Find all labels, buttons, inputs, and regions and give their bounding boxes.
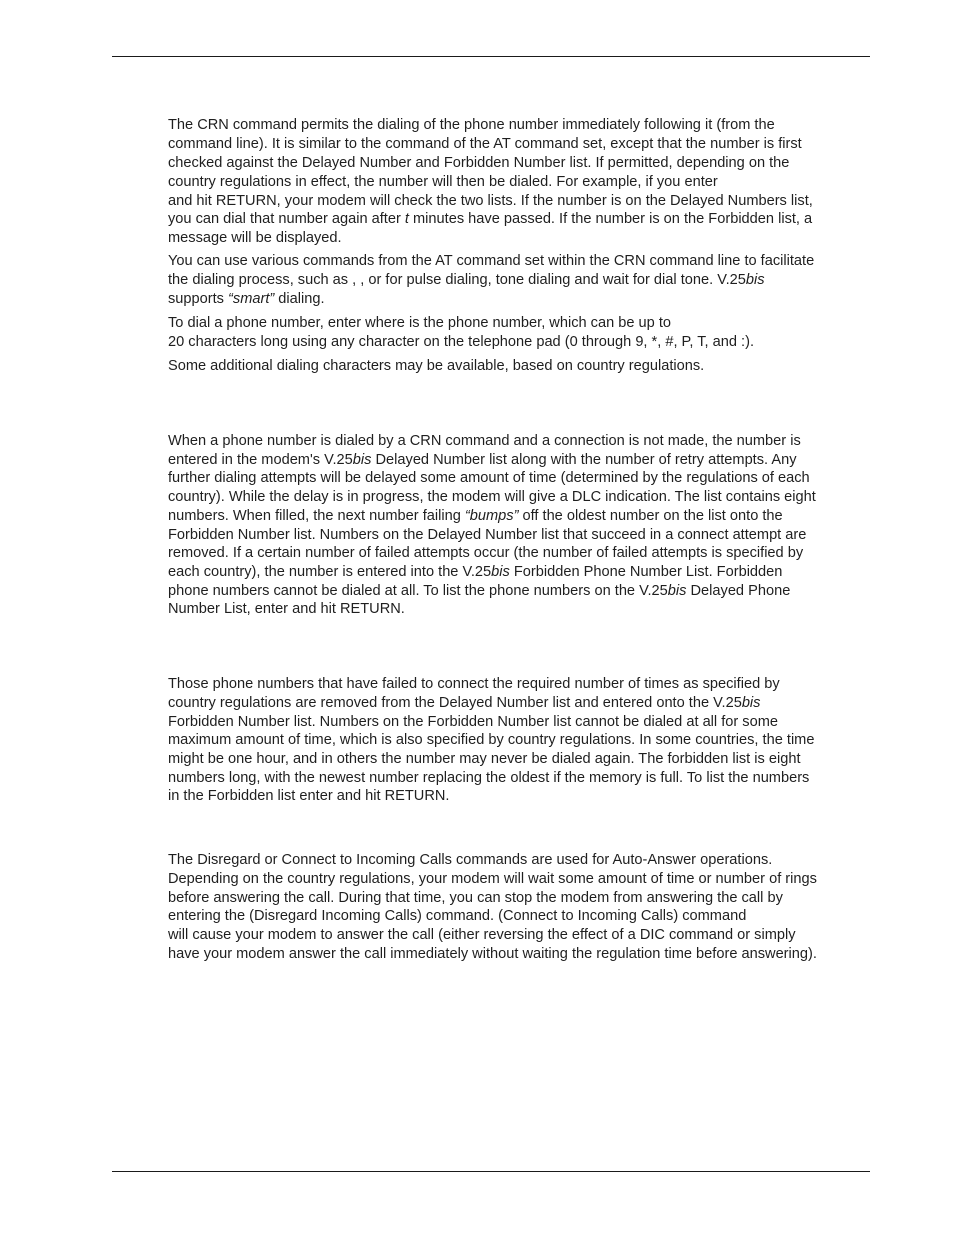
text-span: in the Forbidden list enter and hit RETURN. — [168, 788, 450, 804]
text-line — [168, 600, 405, 619]
italic-text: “smart” — [228, 291, 275, 307]
text-span: 20 characters long using any character on the telephone pad (0 through 9, *, #, P, T, and :). — [168, 334, 755, 350]
text-span: message will be displayed. — [168, 230, 342, 246]
italic-text: bis — [667, 583, 687, 599]
text-span: country regulations are removed from the Delayed Number list and entered onto the V.25 — [168, 695, 742, 711]
text-line — [168, 192, 813, 211]
text-line — [168, 907, 746, 926]
text-line — [168, 694, 760, 713]
text-span: Those phone numbers that have failed to connect the required number of times as specified by — [168, 676, 780, 692]
text-line — [168, 451, 797, 470]
text-line — [168, 851, 772, 870]
text-line — [168, 889, 783, 908]
italic-text: “bumps” — [464, 508, 519, 524]
italic-text: bis — [352, 452, 372, 468]
text-span: Delayed Phone — [686, 583, 791, 599]
text-span: have your modem answer the call immediately without waiting the regulation time before answering). — [168, 946, 817, 962]
footer-rule — [112, 1171, 870, 1172]
text-line — [168, 526, 806, 545]
italic-text: bis — [491, 564, 510, 580]
text-span: minutes have passed. If the number is on the Forbidden list, a — [408, 211, 813, 227]
text-line — [168, 229, 342, 248]
text-span: checked against the Delayed Number and Forbidden Number list. If permitted, depending on the — [168, 155, 790, 171]
text-line — [168, 290, 325, 309]
text-line — [168, 116, 775, 135]
text-span: you can dial that number again after — [168, 211, 405, 227]
text-span: phone numbers cannot be dialed at all. To list the phone numbers on the V.25 — [168, 583, 668, 599]
text-line — [168, 333, 754, 352]
italic-text: t — [404, 211, 409, 227]
text-line — [168, 769, 809, 788]
text-span: Forbidden Number list. Numbers on the Delayed Number list that succeed in a connect attempt are — [168, 527, 807, 543]
text-span: numbers. When filled, the next number failing — [168, 508, 465, 524]
text-line — [168, 210, 812, 229]
italic-text: bis — [741, 695, 761, 711]
text-span: the dialing process, such as , , or for pulse dialing, tone dialing and wait for dial tone. V.25 — [168, 272, 746, 288]
text-line — [168, 544, 803, 563]
text-span: Some additional dialing characters may be available, based on country regulations. — [168, 358, 705, 374]
text-span: command line). It is similar to the command of the AT command set, except that the number is first — [168, 136, 802, 152]
text-span: country). While the delay is in progress, the modem will give a DLC indication. The list contains eight — [168, 489, 816, 505]
text-line — [168, 469, 810, 488]
text-span: before answering the call. During that time, you can stop the modem from answering the call by — [168, 890, 783, 906]
text-span: Delayed Number list along with the number of retry attempts. Any — [371, 452, 797, 468]
text-span: country regulations in effect, the number will then be dialed. For example, if you enter — [168, 174, 718, 190]
text-line — [168, 675, 780, 694]
text-span: and hit RETURN, your modem will check the two lists. If the number is on the Delayed Numbers list, — [168, 193, 813, 209]
text-span: The CRN command permits the dialing of the phone number immediately following it (from the — [168, 117, 775, 133]
text-span: When a phone number is dialed by a CRN command and a connection is not made, the number is — [168, 433, 801, 449]
text-span: The Disregard or Connect to Incoming Calls commands are used for Auto-Answer operations. — [168, 852, 773, 868]
text-line — [168, 271, 765, 290]
text-line — [168, 945, 817, 964]
header-rule — [112, 56, 870, 57]
text-span: each country), the number is entered into the V.25 — [168, 564, 492, 580]
text-span: To dial a phone number, enter where is the phone number, which can be up to — [168, 315, 672, 331]
text-span: Forbidden Phone Number List. Forbidden — [509, 564, 783, 580]
text-span: Depending on the country regulations, your modem will wait some amount of time or number of rings — [168, 871, 817, 887]
italic-text: bis — [745, 272, 765, 288]
text-line — [168, 507, 783, 526]
text-span: further dialing attempts will be delayed some amount of time (determined by the regulations of each — [168, 470, 810, 486]
text-line — [168, 252, 814, 271]
text-line — [168, 926, 796, 945]
text-span: removed. If a certain number of failed attempts occur (the number of failed attempts is specified by — [168, 545, 804, 561]
text-span: You can use various commands from the AT command set within the CRN command line to facilitate — [168, 253, 815, 269]
text-span: Number List, enter and hit RETURN. — [168, 601, 405, 617]
text-line — [168, 750, 801, 769]
text-span: might be one hour, and in others the number may never be dialed again. The forbidden list is eight — [168, 751, 801, 767]
text-line — [168, 135, 802, 154]
text-span: dialing. — [274, 291, 325, 307]
text-span: entering the (Disregard Incoming Calls) command. (Connect to Incoming Calls) command — [168, 908, 747, 924]
text-line — [168, 173, 718, 192]
text-line — [168, 582, 790, 601]
text-line — [168, 357, 704, 376]
text-line — [168, 787, 449, 806]
text-line — [168, 713, 778, 732]
text-span: Forbidden Number list. Numbers on the Forbidden Number list cannot be dialed at all for some — [168, 714, 778, 730]
text-line — [168, 432, 801, 451]
text-line — [168, 563, 782, 582]
text-span: numbers long, with the newest number replacing the oldest if the memory is full. To list the numbers — [168, 770, 810, 786]
text-line — [168, 488, 816, 507]
text-span: off the oldest number on the list onto the — [518, 508, 783, 524]
text-span: maximum amount of time, which is also specified by country regulations. In some countries, the time — [168, 732, 815, 748]
text-line — [168, 870, 817, 889]
text-span: entered in the modem's V.25 — [168, 452, 353, 468]
text-span: supports — [168, 291, 229, 307]
text-line — [168, 731, 814, 750]
text-span: will cause your modem to answer the call (either reversing the effect of a DIC command or simply — [168, 927, 796, 943]
text-line — [168, 314, 671, 333]
text-line — [168, 154, 789, 173]
